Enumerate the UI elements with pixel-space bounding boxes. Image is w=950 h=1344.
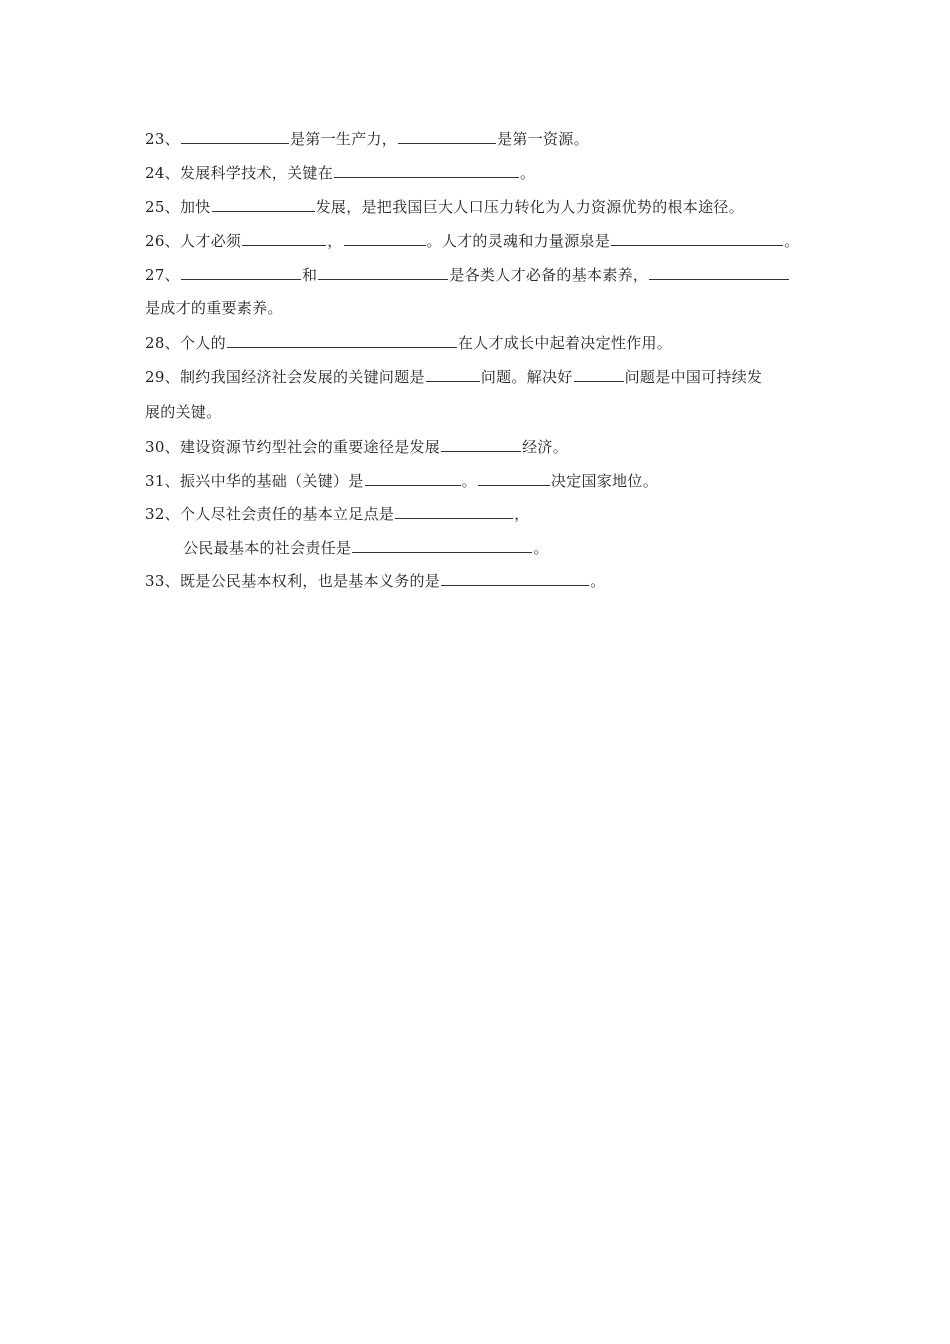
question-number: 26、	[145, 232, 180, 250]
question-text: 。	[590, 572, 606, 590]
question-text: 和	[302, 266, 318, 284]
answer-blank[interactable]	[181, 264, 301, 280]
answer-blank[interactable]	[242, 230, 326, 246]
question-29	[145, 366, 762, 387]
question-text: 决定国家地位。	[550, 472, 659, 490]
question-text: 。人才的灵魂和力量源泉是	[426, 232, 611, 250]
question-33	[145, 570, 605, 591]
question-text: 在人才成长中起着决定性作用。	[457, 334, 673, 352]
question-text: 是各类人才必备的基本素养，	[449, 266, 649, 284]
question-24	[145, 162, 535, 183]
question-26	[145, 230, 799, 251]
question-text: 。	[784, 232, 800, 250]
question-text: 加快	[180, 198, 211, 216]
answer-blank[interactable]	[365, 470, 461, 486]
answer-blank[interactable]	[352, 537, 532, 553]
answer-blank[interactable]	[426, 366, 480, 382]
question-31	[145, 470, 658, 491]
question-text: 振兴中华的基础（关键）是	[180, 472, 364, 490]
answer-blank[interactable]	[181, 128, 289, 144]
question-text: 。	[520, 164, 536, 182]
answer-blank[interactable]	[611, 230, 783, 246]
question-32	[145, 503, 530, 524]
question-27-continued	[145, 298, 283, 318]
question-text: 是成才的重要素养。	[145, 299, 283, 317]
question-number: 25、	[145, 198, 180, 216]
question-number: 32、	[145, 505, 180, 523]
question-28	[145, 332, 672, 353]
answer-blank[interactable]	[334, 162, 519, 178]
answer-blank[interactable]	[212, 196, 315, 212]
answer-blank[interactable]	[227, 332, 457, 348]
question-number: 33、	[145, 572, 180, 590]
question-text: 。	[533, 539, 549, 557]
answer-blank[interactable]	[395, 503, 513, 519]
question-text: 既是公民基本权利，也是基本义务的是	[180, 572, 441, 590]
question-text: 个人尽社会责任的基本立足点是	[180, 505, 395, 523]
question-text: 人才必须	[180, 232, 242, 250]
answer-blank[interactable]	[574, 366, 624, 382]
question-text: 问题是中国可持续发	[624, 368, 763, 386]
answer-blank[interactable]	[398, 128, 496, 144]
question-number: 24、	[145, 164, 180, 182]
question-text: 发展，是把我国巨大人口压力转化为人力资源优势的根本途径。	[315, 198, 745, 216]
answer-blank[interactable]	[649, 264, 789, 280]
question-number: 30、	[145, 438, 180, 456]
question-text: ，	[327, 232, 343, 250]
question-30	[145, 436, 568, 457]
question-text: 展的关键。	[145, 403, 222, 421]
answer-blank[interactable]	[344, 230, 426, 246]
question-text: 个人的	[180, 334, 226, 352]
question-text: 。	[461, 472, 477, 490]
question-text: 制约我国经济社会发展的关键问题是	[180, 368, 425, 386]
question-29-continued	[145, 402, 222, 422]
question-25	[145, 196, 744, 217]
question-text: 是第一资源。	[497, 130, 589, 148]
question-number: 27、	[145, 266, 180, 284]
question-number: 31、	[145, 472, 180, 490]
question-number: 23、	[145, 130, 180, 148]
question-text: 经济。	[522, 438, 569, 456]
question-27	[145, 264, 790, 285]
answer-blank[interactable]	[441, 570, 589, 586]
question-23	[145, 128, 589, 149]
question-text: 问题。解决好	[480, 368, 573, 386]
question-text: 公民最基本的社会责任是	[183, 539, 352, 557]
question-number: 29、	[145, 368, 180, 386]
answer-blank[interactable]	[478, 470, 550, 486]
question-number: 28、	[145, 334, 180, 352]
answer-blank[interactable]	[441, 436, 521, 452]
answer-blank[interactable]	[318, 264, 448, 280]
question-text: ，	[514, 505, 530, 523]
question-text: 建设资源节约型社会的重要途径是发展	[180, 438, 441, 456]
question-text: 发展科学技术，关键在	[180, 164, 334, 182]
question-32-line-2	[183, 537, 549, 558]
question-text: 是第一生产力，	[290, 130, 398, 148]
